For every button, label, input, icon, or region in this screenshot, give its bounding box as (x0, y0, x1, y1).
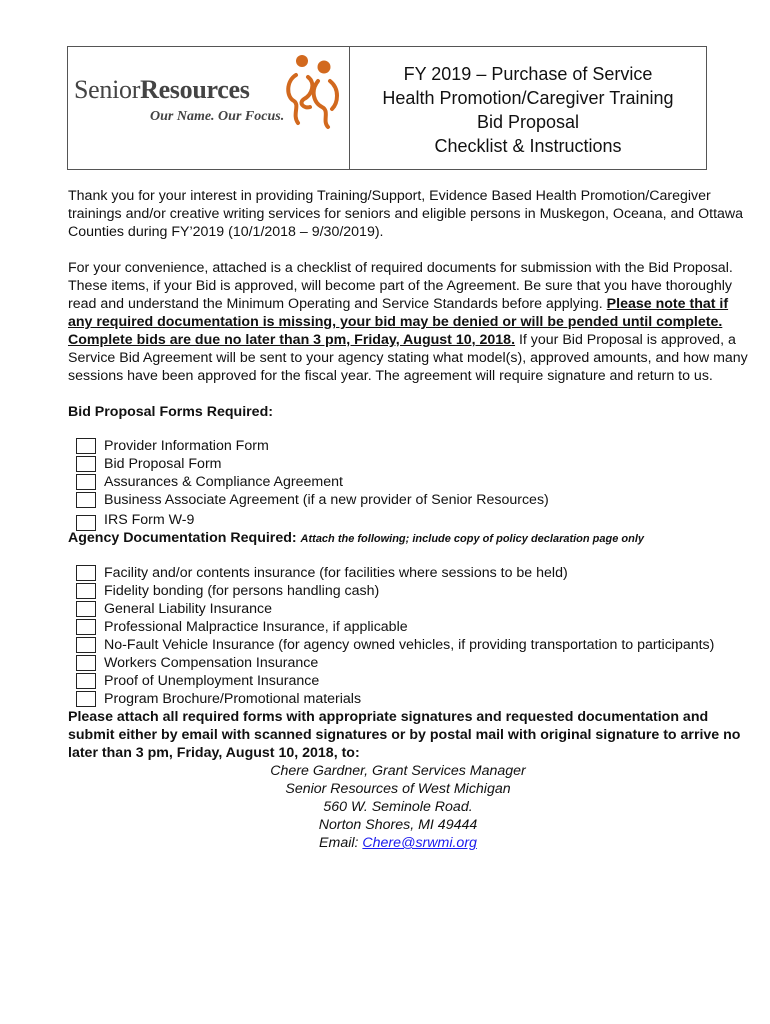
title-line: Bid Proposal (476, 112, 580, 132)
checkbox[interactable] (76, 492, 96, 508)
email-link[interactable]: Chere@srwmi.org (362, 835, 477, 851)
list-item: Provider Information Form (104, 437, 748, 455)
list-item: Bid Proposal Form (104, 455, 748, 473)
checkbox[interactable] (76, 565, 96, 581)
agency-note: Attach the following; include copy of policy declaration page only (300, 533, 645, 545)
title-line: Health Promotion/Caregiver Training (382, 88, 674, 108)
checkbox[interactable] (76, 619, 96, 635)
checkbox[interactable] (76, 637, 96, 653)
document-body (68, 187, 748, 852)
street-address: 560 W. Seminole Road. (323, 799, 473, 815)
list-item: Program Brochure/Promotional materials (104, 690, 748, 708)
list-item: Business Associate Agreement (if a new provider of Senior Resources) (104, 491, 748, 509)
checkbox[interactable] (76, 601, 96, 617)
logo (68, 47, 350, 169)
title-line: FY 2019 – Purchase of Service (403, 64, 653, 84)
list-item: Assurances & Compliance Agreement (104, 473, 748, 491)
people-figures-icon (282, 51, 348, 131)
list-item: IRS Form W-9 (104, 511, 748, 529)
agency-heading: Agency Documentation Required: Attach the following; include copy of policy declaration page only (68, 530, 645, 546)
document-header (67, 46, 707, 170)
forms-checklist (68, 437, 748, 529)
checkbox[interactable] (76, 474, 96, 490)
closing-paragraph: Please attach all required forms with appropriate signatures and requested documentation and submit either by email with scanned signatures or by postal mail with original signature to arrive no later than 3 pm, Friday, August 10, 2018, to: (68, 709, 741, 761)
checkbox[interactable] (76, 655, 96, 671)
proposal-paragraph: For your convenience, attached is a checklist of required documents for submission with the Bid Proposal. These items, if your Bid is approved, will become part of the Agreement. Be sure that you have thoroughly read and understand the Minimum Operating and Service Standards before applying. Please note that if any required documentation is missing, your bid may be denied or will be pended until complete. Complete bids are due no later than 3 pm, Friday, August 10, 2018. If your Bid Proposal is approved, a Service Bid Agreement will be sent to your agency stating what model(s), approved amounts, and how many sessions have been approved for the fiscal year. The agreement will require signature and return to us. (68, 260, 748, 384)
checkbox[interactable] (76, 583, 96, 599)
agency-checklist (68, 564, 748, 708)
checkbox[interactable] (76, 691, 96, 707)
checkbox[interactable] (76, 438, 96, 454)
list-item: Workers Compensation Insurance (104, 654, 748, 672)
city-state-zip: Norton Shores, MI 49444 (318, 817, 478, 833)
logo-wordmark: SeniorResources (74, 75, 250, 104)
list-item: Fidelity bonding (for persons handling cash) (104, 582, 748, 600)
mailing-address (68, 762, 748, 852)
document-title (350, 47, 706, 169)
checkbox[interactable] (76, 515, 96, 531)
list-item: No-Fault Vehicle Insurance (for agency owned vehicles, if providing transportation to participants) (104, 636, 748, 654)
list-item: Professional Malpractice Insurance, if applicable (104, 618, 748, 636)
contact-name: Chere Gardner, Grant Services Manager (270, 763, 526, 779)
list-item: General Liability Insurance (104, 600, 748, 618)
forms-heading: Bid Proposal Forms Required: (68, 404, 273, 420)
list-item: Facility and/or contents insurance (for facilities where sessions to be held) (104, 564, 748, 582)
logo-tagline: Our Name. Our Focus. (150, 109, 285, 124)
organization-name: Senior Resources of West Michigan (285, 781, 511, 797)
intro-paragraph: Thank you for your interest in providing Training/Support, Evidence Based Health Promotion/Caregiver trainings and/or creative writing services for seniors and eligible persons in Muskegon, Oceana, and Ottawa Counties during FY’2019 (10/1/2018 – 9/30/2019). (68, 188, 744, 240)
checkbox[interactable] (76, 673, 96, 689)
checkbox[interactable] (76, 456, 96, 472)
list-item: Proof of Unemployment Insurance (104, 672, 748, 690)
title-line: Checklist & Instructions (434, 136, 622, 156)
deadline-notice: Please note that if any required documentation is missing, your bid may be denied or will be pended until complete. Complete bids are due no later than 3 pm, Friday, August 10, 2018. (68, 296, 729, 348)
email-line: Email: Chere@srwmi.org (319, 835, 477, 851)
